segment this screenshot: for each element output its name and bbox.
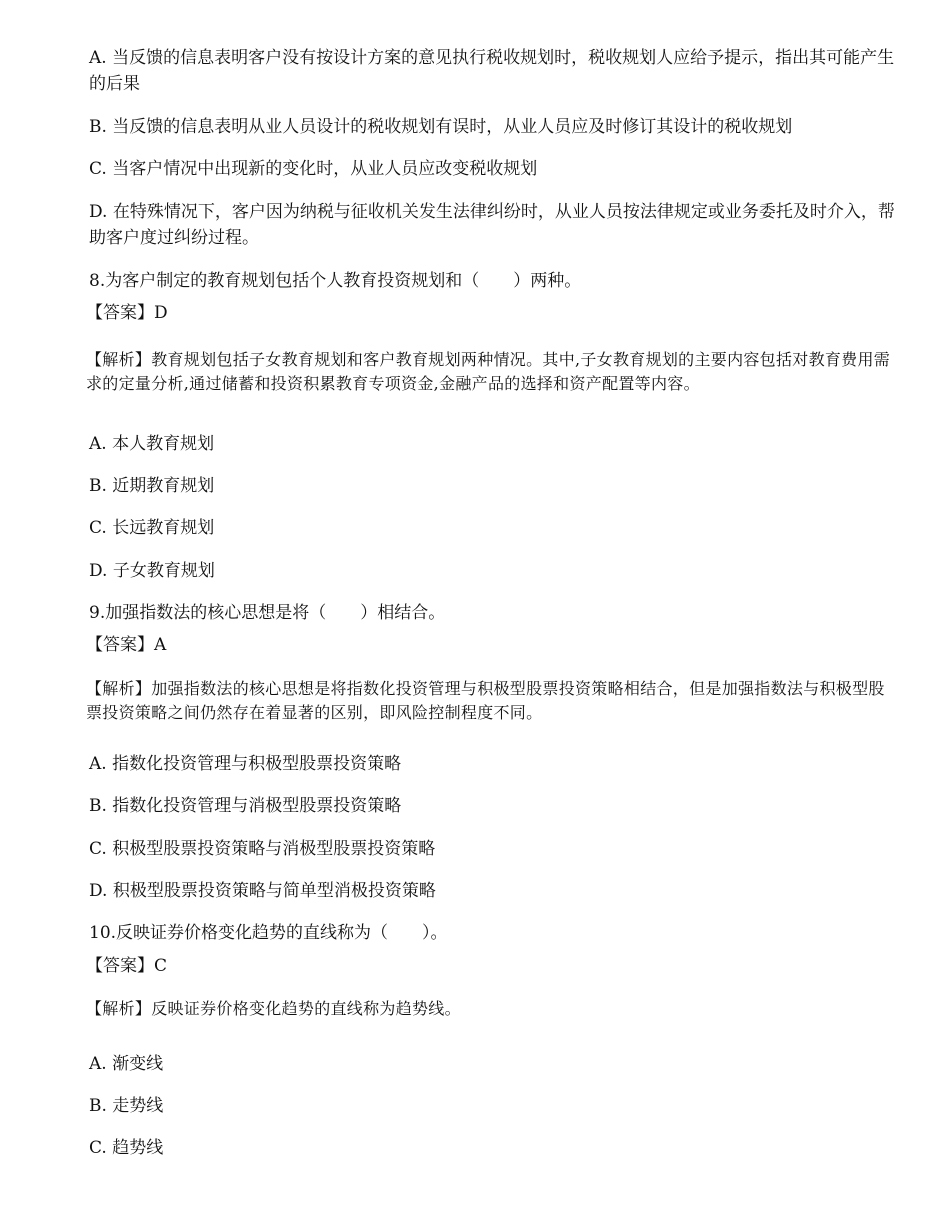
option-b: B. 近期教育规划 (89, 476, 215, 496)
prev-option-d: D. 在特殊情况下，客户因为纳税与征收机关发生法律纠纷时，从业人员按法律规定或业务委托及时介入，帮助客户度过纠纷过程。 (89, 202, 895, 248)
analysis-text: 【解析】教育规划包括子女教育规划和客户教育规划两种情况。其中,子女教育规划的主要内容包括对教育费用需求的定量分析,通过储蓄和投资积累教育专项资金,金融产品的选择和资产配置等内容。 (86, 350, 891, 393)
prev-option-a: A. 当反馈的信息表明客户没有按设计方案的意见执行税收规划时，税收规划人应给予提示，指出其可能产生的后果 (89, 48, 895, 94)
question-stem: 10.反映证券价格变化趋势的直线称为（ ）。 (89, 923, 448, 943)
option-c: C. 积极型股票投资策略与消极型股票投资策略 (89, 839, 436, 859)
answer-label: 【答案】A (86, 635, 167, 655)
answer-label: 【答案】D (86, 303, 168, 323)
question-stem: 8.为客户制定的教育规划包括个人教育投资规划和（ ）两种。 (89, 271, 582, 291)
option-d: D. 子女教育规划 (89, 561, 215, 581)
analysis-text: 【解析】反映证券价格变化趋势的直线称为趋势线。 (86, 999, 461, 1018)
answer-label: 【答案】C (86, 956, 168, 976)
analysis-text: 【解析】加强指数法的核心思想是将指数化投资管理与积极型股票投资策略相结合，但是加强指数法与积极型股票投资策略之间仍然存在着显著的区别，即风险控制程度不同。 (86, 679, 885, 722)
option-b: B. 指数化投资管理与消极型股票投资策略 (89, 796, 402, 816)
prev-option-c: C. 当客户情况中出现新的变化时，从业人员应改变税收规划 (89, 159, 538, 179)
option-b: B. 走势线 (89, 1096, 164, 1116)
prev-option-b: B. 当反馈的信息表明从业人员设计的税收规划有误时，从业人员应及时修订其设计的税收规划 (89, 117, 793, 137)
option-a: A. 渐变线 (89, 1054, 164, 1074)
option-a: A. 指数化投资管理与积极型股票投资策略 (89, 754, 402, 774)
option-c: C. 长远教育规划 (89, 518, 215, 538)
option-c: C. 趋势线 (89, 1138, 164, 1158)
option-d: D. 积极型股票投资策略与简单型消极投资策略 (89, 881, 436, 901)
question-stem: 9.加强指数法的核心思想是将（ ）相结合。 (89, 603, 446, 623)
option-a: A. 本人教育规划 (89, 434, 215, 454)
